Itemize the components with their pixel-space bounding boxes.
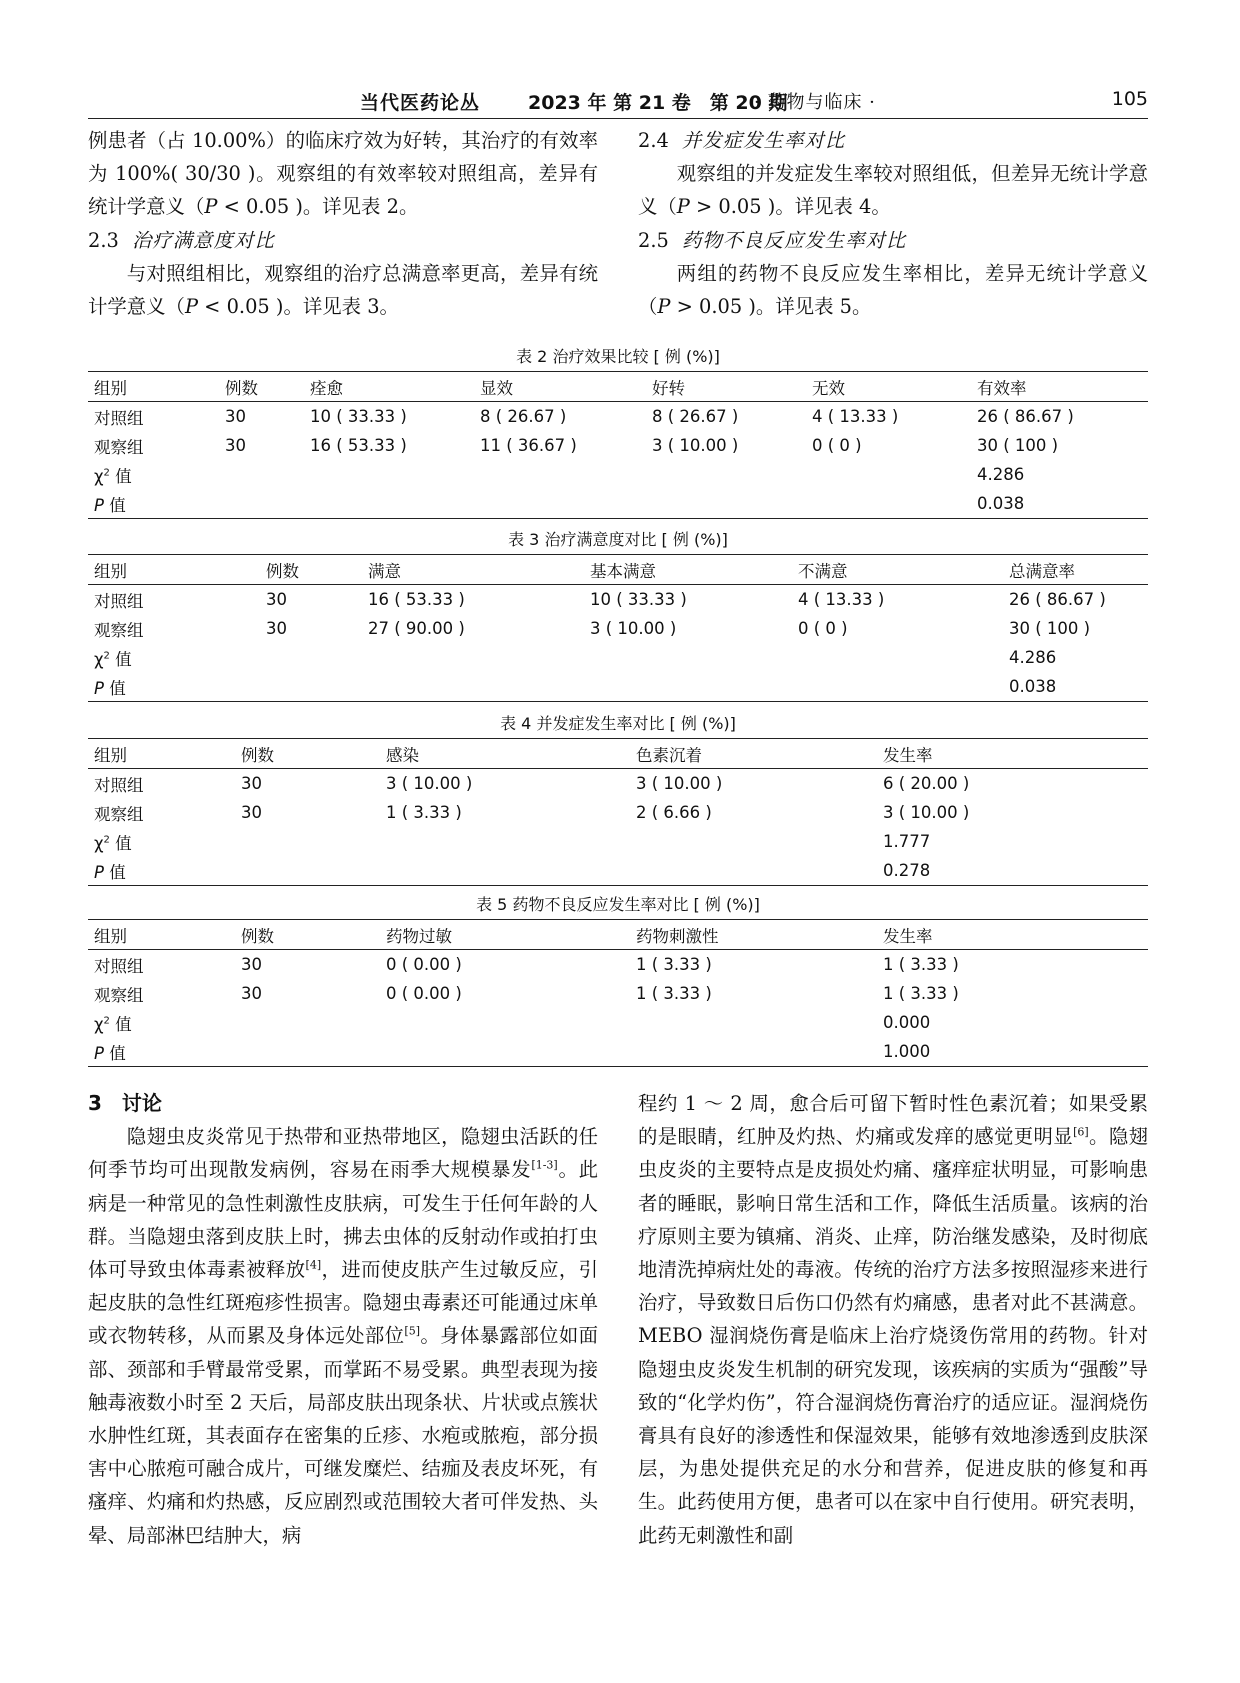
table-5 [88,919,1148,1067]
table-4-caption: 表 4 并发症发生率对比 [ 例 (%)] [500,714,736,733]
col-header: 发生率 [883,745,933,765]
section-2-3-text: 与对照组相比，观察组的治疗总满意率更高，差异有统计学意义（P < 0.05 )。详见表 3。 [88,261,598,319]
table-row: 对照组 30 3 ( 10.00 ) 3 ( 10.00 ) 6 ( 20.00 ) [94,774,970,795]
citation: [5] [404,1324,421,1338]
table-row: 对照组 30 16 ( 53.33 ) 10 ( 33.33 ) 4 ( 13.33 ) 26 ( 86.67 ) [94,590,1106,611]
col-header: 组别 [94,378,127,398]
table-row: 对照组 30 0 ( 0.00 ) 1 ( 3.33 ) 1 ( 3.33 ) [94,955,959,976]
results-paragraph: 例患者（占 10.00%）的临床疗效为好转，其治疗的有效率为 100%( 30/30 )。观察组的有效率较对照组高，差异有统计学意义（P < 0.05 )。详见表 2。 [88,129,598,219]
table-5-caption: 表 5 药物不良反应发生率对比 [ 例 (%)] [476,895,760,914]
table-2-caption: 表 2 治疗效果比较 [ 例 (%)] [516,347,720,366]
table-row: 观察组 30 16 ( 53.33 ) 11 ( 36.67 ) 3 ( 10.00 ) 0 ( 0 ) 30 ( 100 ) [94,436,1059,457]
table-row: 观察组 30 27 ( 90.00 ) 3 ( 10.00 ) 0 ( 0 ) 30 ( 100 ) [94,619,1091,640]
table-3 [88,554,1148,702]
chi-square-row: $\chi^2$ 值 1.777 [94,832,931,853]
section-heading-2-5: 2.5 药物不良反应发生率对比 [638,228,907,252]
table-header-row [88,555,1148,585]
issue-info: 2023 年 第 21 卷 第 20 期 [528,92,788,114]
section-2-4-text: 观察组的并发症发生率较对照组低，但差异无统计学意义（P > 0.05 )。详见表 4。 [638,162,1148,219]
discussion-left-column [88,1087,598,1552]
col-header: 有效率 [977,378,1027,398]
table-row: 观察组 30 1 ( 3.33 ) 2 ( 6.66 ) 3 ( 10.00 ) [94,803,970,824]
col-header: 感染 [386,745,419,765]
citation: [1-3] [531,1158,558,1172]
col-header: 例数 [241,926,274,946]
citation: [6] [1073,1125,1089,1139]
chi-square-row: $\chi^2$ 值 4.286 [94,648,1057,669]
col-header: 组别 [94,926,127,946]
table-header-row [88,372,1148,402]
col-header: 例数 [225,378,258,398]
chi-square-row: $\chi^2$ 值 4.286 [94,465,1025,486]
table-row: 观察组 30 0 ( 0.00 ) 1 ( 3.33 ) 1 ( 3.33 ) [94,984,959,1005]
page-number: 105 [1111,88,1148,110]
section-heading-2-3: 2.3 治疗满意度对比 [88,228,275,252]
p-value-row: P 值 0.038 [88,489,1148,519]
chi-square-row: $\chi^2$ 值 0.000 [94,1013,931,1034]
p-value-row: P 值 1.000 [88,1037,1148,1067]
journal-name: 当代医药论丛 [360,92,481,114]
table-header-row [88,739,1148,769]
col-header: 组别 [94,745,127,765]
col-header: 基本满意 [590,561,656,581]
col-header: 总满意率 [1009,561,1075,581]
table-4 [88,738,1148,886]
table-3-caption: 表 3 治疗满意度对比 [ 例 (%)] [508,530,728,549]
col-header: 痊愈 [310,378,343,398]
col-header: 色素沉着 [636,745,702,765]
col-header: 显效 [480,378,513,398]
col-header: 发生率 [883,926,933,946]
col-header: 药物过敏 [386,926,452,946]
discussion-right-column [638,1087,1148,1552]
table-header-row [88,920,1148,950]
col-header: 满意 [368,561,401,581]
column-name: · 药物与临床 · [754,92,876,113]
top-left-column [88,124,598,323]
top-right-column [638,124,1148,323]
col-header: 不满意 [798,561,848,581]
col-header: 组别 [94,561,127,581]
discussion-heading: 3 讨论 [88,1091,162,1115]
col-header: 无效 [812,378,845,398]
p-value-row: P 值 0.038 [88,672,1148,702]
col-header: 药物刺激性 [636,926,719,946]
col-header: 好转 [652,378,685,398]
section-heading-2-4: 2.4 并发症发生率对比 [638,129,846,152]
table-2 [88,371,1148,519]
discussion-paragraph-cont: 程约 1 ～ 2 周，愈合后可留下暂时性色素沉着；如果受累的是眼睛，红肿及灼热、灼痛或发痒的感觉更明显[6]。隐翅虫皮炎的主要特点是皮损处灼痛、瘙痒症状明显，可影响患者的睡眠，影响日常生活和工作，降低生活质量。该病的治疗原则主要为镇痛、消炎、止痒，防治继发感染，及时彻底地清洗掉病灶处的毒液。传统的治疗方法多按照湿疹来进行治疗，导致数日后伤口仍然有灼痛感，患者对此不甚满意。MEBO 湿润烧伤膏是临床上治疗烧烫伤常用的药物。针对隐翅虫皮炎发生机制的研究发现，该疾病的实质为“强酸”导致的“化学灼伤”，符合湿润烧伤膏治疗的适应证。湿润烧伤膏具有良好的渗透性和保湿效果，能够有效地渗透到皮肤深层，为患处提供充足的水分和营养，促进皮肤的修复和再生。此药使用方便，患者可以在家中自行使用。研究表明，此药无刺激性和副 [638,1092,1149,1547]
col-header: 例数 [241,745,274,765]
p-value-row: P 值 0.278 [88,856,1148,886]
running-header [88,88,1148,119]
discussion-paragraph: 隐翅虫皮炎常见于热带和亚热带地区，隐翅虫活跃的任何季节均可出现散发病例，容易在雨季大规模暴发[1-3]。此病是一种常见的急性刺激性皮肤病，可发生于任何年龄的人群。当隐翅虫落到皮肤上时，拂去虫体的反射动作或拍打虫体可导致虫体毒素被释放[4]，进而使皮肤产生过敏反应，引起皮肤的急性红斑疱疹性损害。隐翅虫毒素还可能通过床单或衣物转移，从而累及身体远处部位[5]。身体暴露部位如面部、颈部和手臂最常受累，而掌跖不易受累。典型表现为接触毒液数小时至 2 天后，局部皮肤出现条状、片状或点簇状水肿性红斑，其表面存在密集的丘疹、水疱或脓疱，部分损害中心脓疱可融合成片，可继发糜烂、结痂及表皮坏死，有瘙痒、灼痛和灼热感，反应剧烈或范围较大者可伴发热、头晕、局部淋巴结肿大，病 [88,1125,599,1547]
section-2-5-text: 两组的药物不良反应发生率相比，差异无统计学意义（P > 0.05 )。详见表 5。 [638,261,1148,319]
table-row: 对照组 30 10 ( 33.33 ) 8 ( 26.67 ) 8 ( 26.67 ) 4 ( 13.33 ) 26 ( 86.67 ) [94,407,1074,428]
citation: [4] [305,1258,322,1272]
col-header: 例数 [266,561,299,581]
